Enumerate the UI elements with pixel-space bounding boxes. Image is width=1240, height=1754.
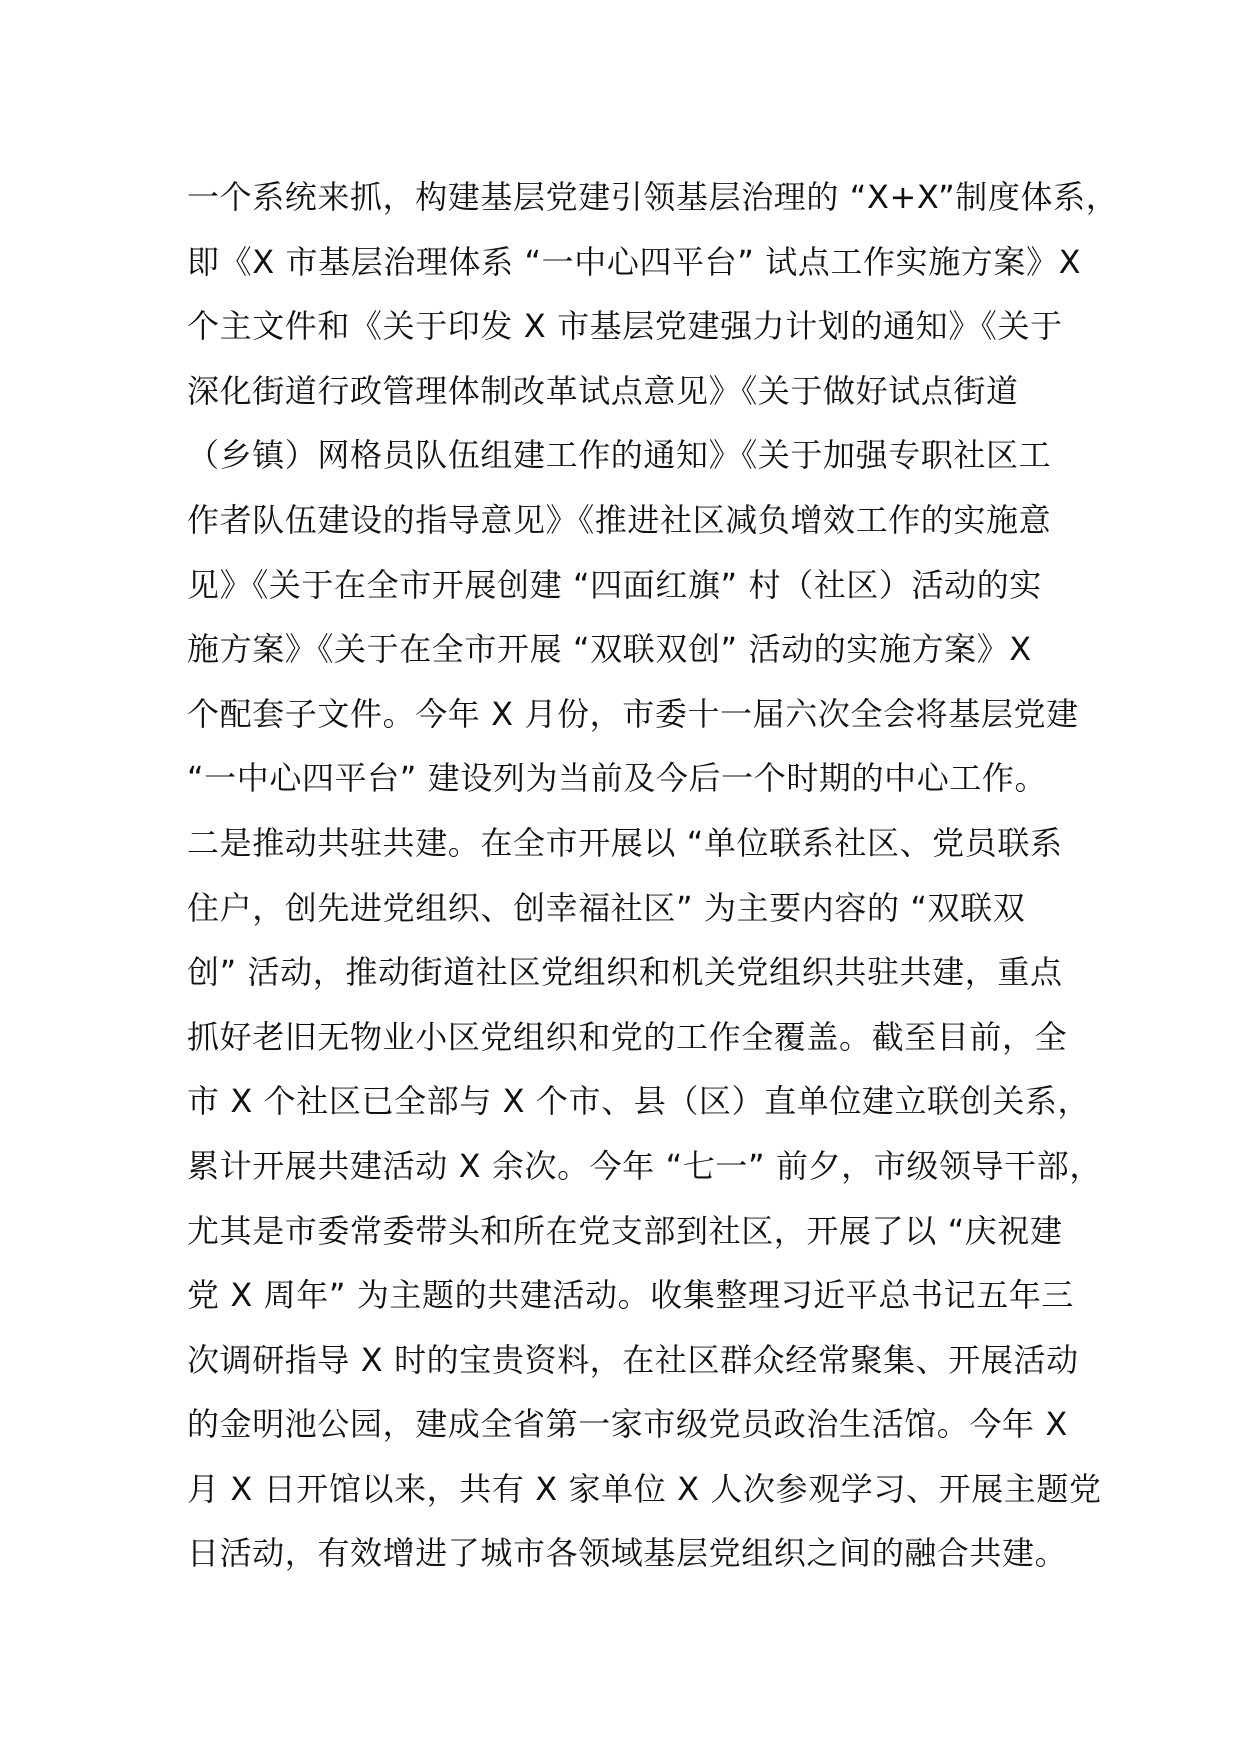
text-line: 作者队伍建设的指导意见》《推进社区减负增效工作的实施意: [187, 500, 1052, 539]
text-line: 见》《关于在全市开展创建 “四面红旗” 村（社区）活动的实: [187, 565, 1042, 604]
text-line: 抓好老旧无物业小区党组织和党的工作全覆盖。截至目前，全: [187, 1017, 1068, 1056]
text-line: 一个系统来抓，构建基层党建引领基层治理的 “X+X”制度体系，: [187, 178, 1119, 216]
text-line: 日活动，有效增进了城市各领域基层党组织之间的融合共建。: [187, 1534, 1068, 1573]
text-line: 深化街道行政管理体制改革试点意见》《关于做好试点街道: [187, 371, 1019, 410]
text-line: 尤其是市委常委带头和所在党支部到社区，开展了以 “庆祝建: [187, 1211, 1063, 1250]
text-line: “一中心四平台” 建设列为当前及今后一个时期的中心工作。: [187, 759, 1048, 798]
text-line: 累计开展共建活动 X 余次。今年 “七一” 前夕，市级领导干部，: [187, 1146, 1102, 1185]
text-line: 施方案》《关于在全市开展 “双联双创” 活动的实施方案》X: [187, 630, 1032, 669]
text-line: （乡镇）网格员队伍组建工作的通知》《关于加强专职社区工: [187, 436, 1052, 475]
text-line: 个配套子文件。今年 X 月份，市委十一届六次全会将基层党建: [187, 694, 1079, 733]
text-line: 创” 活动，推动街道社区党组织和机关党组织共驻共建，重点: [187, 953, 1063, 992]
text-line: 即《X 市基层治理体系 “一中心四平台” 试点工作实施方案》X: [187, 242, 1082, 281]
text-line: 月 X 日开馆以来，共有 X 家单位 X 人次参观学习、开展主题党: [187, 1469, 1102, 1508]
text-line: 党 X 周年” 为主题的共建活动。收集整理习近平总书记五年三: [187, 1276, 1075, 1315]
text-line: 市 X 个社区已全部与 X 个市、县（区）直单位建立联创关系，: [187, 1082, 1091, 1121]
text-line: 住户，创先进党组织、创幸福社区” 为主要内容的 “双联双: [187, 888, 1026, 927]
text-line: 二是推动共驻共建。在全市开展以 “单位联系社区、党员联系: [187, 823, 1063, 862]
text-line: 次调研指导 X 时的宝贵资料，在社区群众经常聚集、开展活动: [187, 1340, 1079, 1379]
text-line: 个主文件和《关于印发 X 市基层党建强力计划的通知》《关于: [187, 307, 1063, 346]
body-text: [187, 165, 1119, 1586]
text-line: 的金明池公园，建成全省第一家市级党员政治生活馆。今年 X: [187, 1405, 1068, 1444]
